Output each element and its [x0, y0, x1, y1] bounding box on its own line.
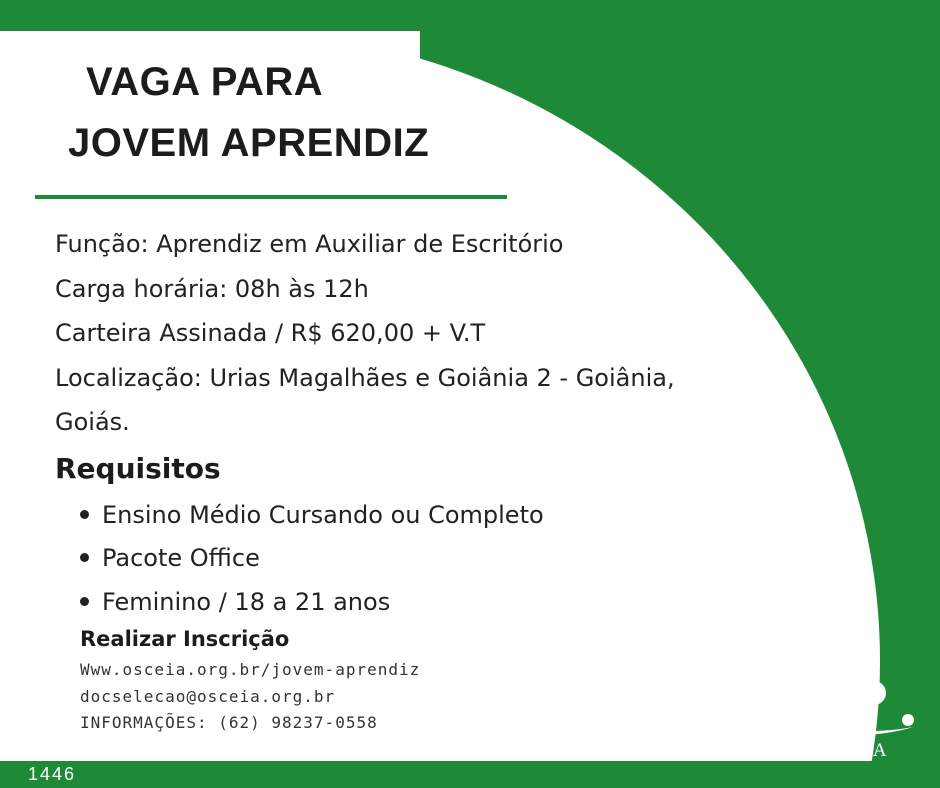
title-line-1: VAGA PARA: [86, 60, 324, 104]
title-line-2: JOVEM APRENDIZ: [68, 121, 430, 165]
detail-location: Localização: Urias Magalhães e Goiânia 2 - Goiânia,: [55, 364, 675, 392]
application-email-link[interactable]: docselecao@osceia.org.br: [80, 687, 336, 706]
post-code: 1446: [28, 764, 77, 784]
detail-salary: Carteira Assinada / R$ 620,00 + V.T: [55, 319, 486, 347]
requirement-item: Ensino Médio Cursando ou Completo: [80, 501, 544, 529]
detail-function: Função: Aprendiz em Auxiliar de Escritório: [55, 230, 564, 258]
bullet-icon: [80, 553, 89, 562]
detail-location-state: Goiás.: [55, 408, 130, 436]
info-phone: INFORMAÇÕES: (62) 98237-0558: [80, 713, 378, 732]
detail-hours: Carga horária: 08h às 12h: [55, 275, 369, 303]
application-heading: Realizar Inscrição: [80, 627, 290, 651]
requirement-item: Pacote Office: [80, 544, 260, 572]
logo-text: OSCEIA: [813, 740, 888, 761]
application-url-link[interactable]: Www.osceia.org.br/jovem-aprendiz: [80, 660, 421, 679]
requirement-item: Feminino / 18 a 21 anos: [80, 588, 390, 616]
bullet-icon: [80, 510, 89, 519]
title-divider: [35, 195, 507, 199]
bullet-icon: [80, 597, 89, 606]
requirements-heading: Requisitos: [55, 452, 221, 485]
